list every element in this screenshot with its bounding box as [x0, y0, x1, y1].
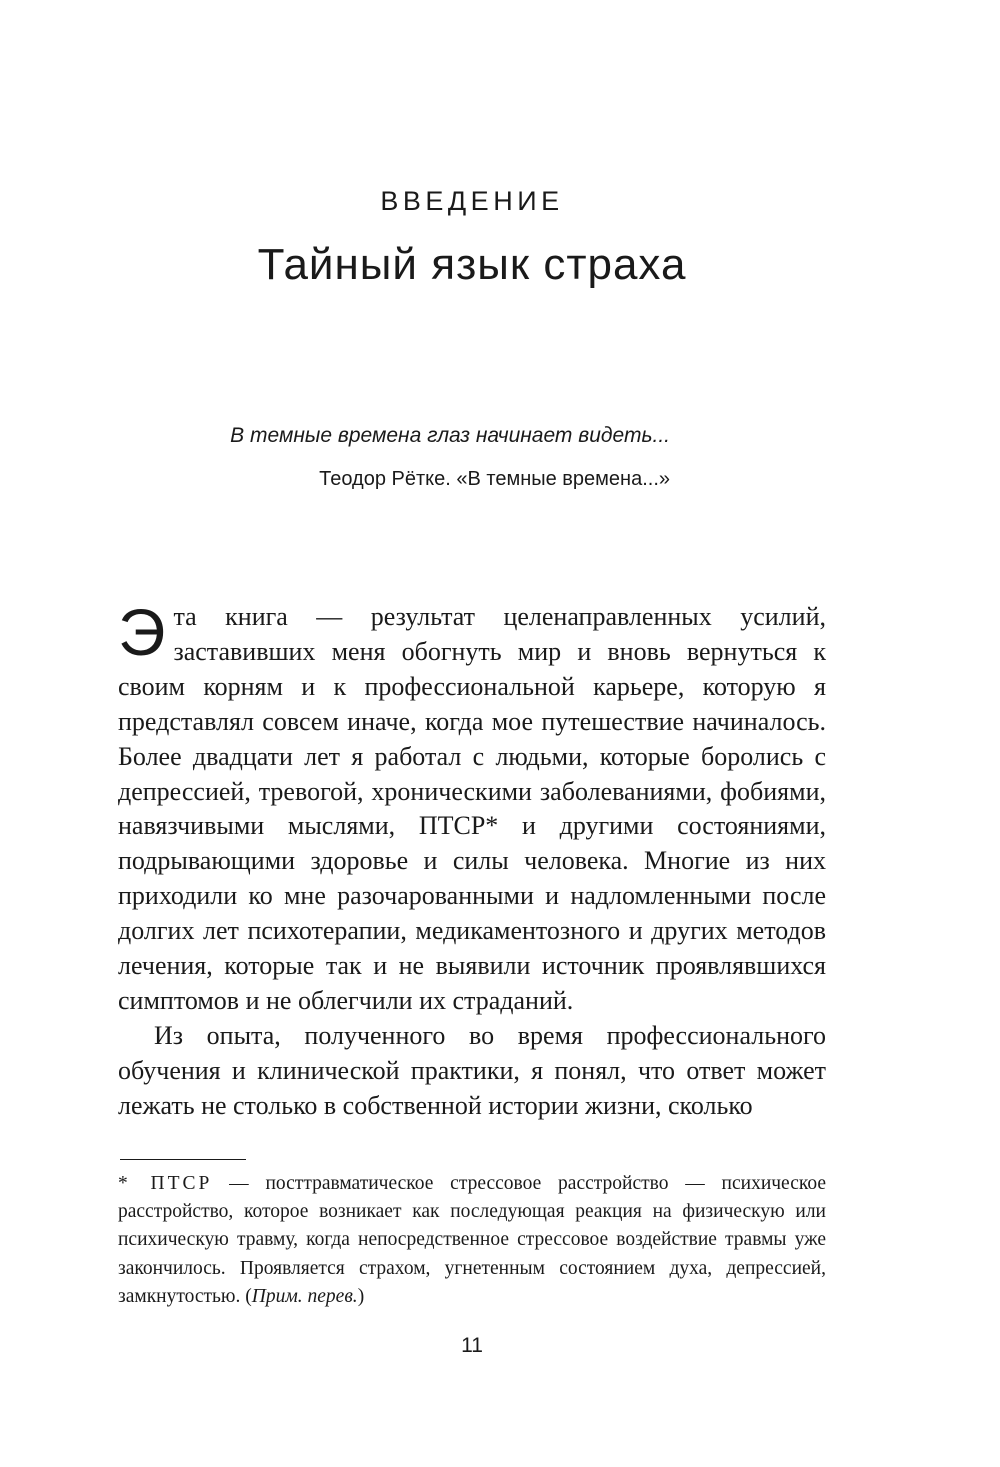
paragraph-1-text: та книга — результат целенаправленных усилий, заставивших меня обогнуть мир и вновь вернуться к своим корням и к профессиональной карьере, которую я представлял совсем иначе, когда мое путешествие начиналось. Более двадцати лет я работал с людьми, которые боролись с депрессией, тревогой, хроническими заболеваниями, фобиями, навязчивыми мыслями, ПТСР* и другими состояниями, подрывающими здоровье и силы человека. Многие из них приходили ко мне разочарованными и надломленными после долгих лет психотерапии, медикаментозного и других методов лечения, которые так и не выявили источник проявлявшихся симптомов и не облегчили их страданий.	[118, 602, 826, 1015]
footnote-close: )	[357, 1285, 365, 1307]
chapter-title: Тайный язык страха	[257, 240, 687, 289]
footnote-divider	[120, 1159, 246, 1160]
epigraph-source: Теодор Рётке. «В темные времена...»	[319, 468, 670, 490]
footnote-marker: * ПТСР	[118, 1173, 213, 1194]
body-text	[118, 595, 826, 1124]
footnote-text: — посттравматическое стрессовое расстройство — психическое расстройство, которое возникает как последующая реакция на физическую или психическую травму, когда непосредственное стрессовое воздействие травмы уже закончилось. Проявляется страхом, угнетенным состоянием духа, депрессией, замкнутостью. (	[118, 1173, 826, 1307]
epigraph-quote: В темные времена глаз начинает видеть...	[230, 424, 670, 447]
chapter-label: ВВЕДЕНИЕ	[380, 186, 564, 216]
footnote-translator-note: Прим. перев.	[251, 1285, 358, 1307]
paragraph-1	[118, 595, 826, 1019]
footnote	[118, 1170, 826, 1311]
drop-cap: Э	[118, 595, 166, 669]
page-number: 11	[461, 1334, 483, 1357]
paragraph-2: Из опыта, полученного во время профессионального обучения и клинической практики, я понял, что ответ может лежать не столько в собственной истории жизни, сколько	[118, 1020, 826, 1120]
